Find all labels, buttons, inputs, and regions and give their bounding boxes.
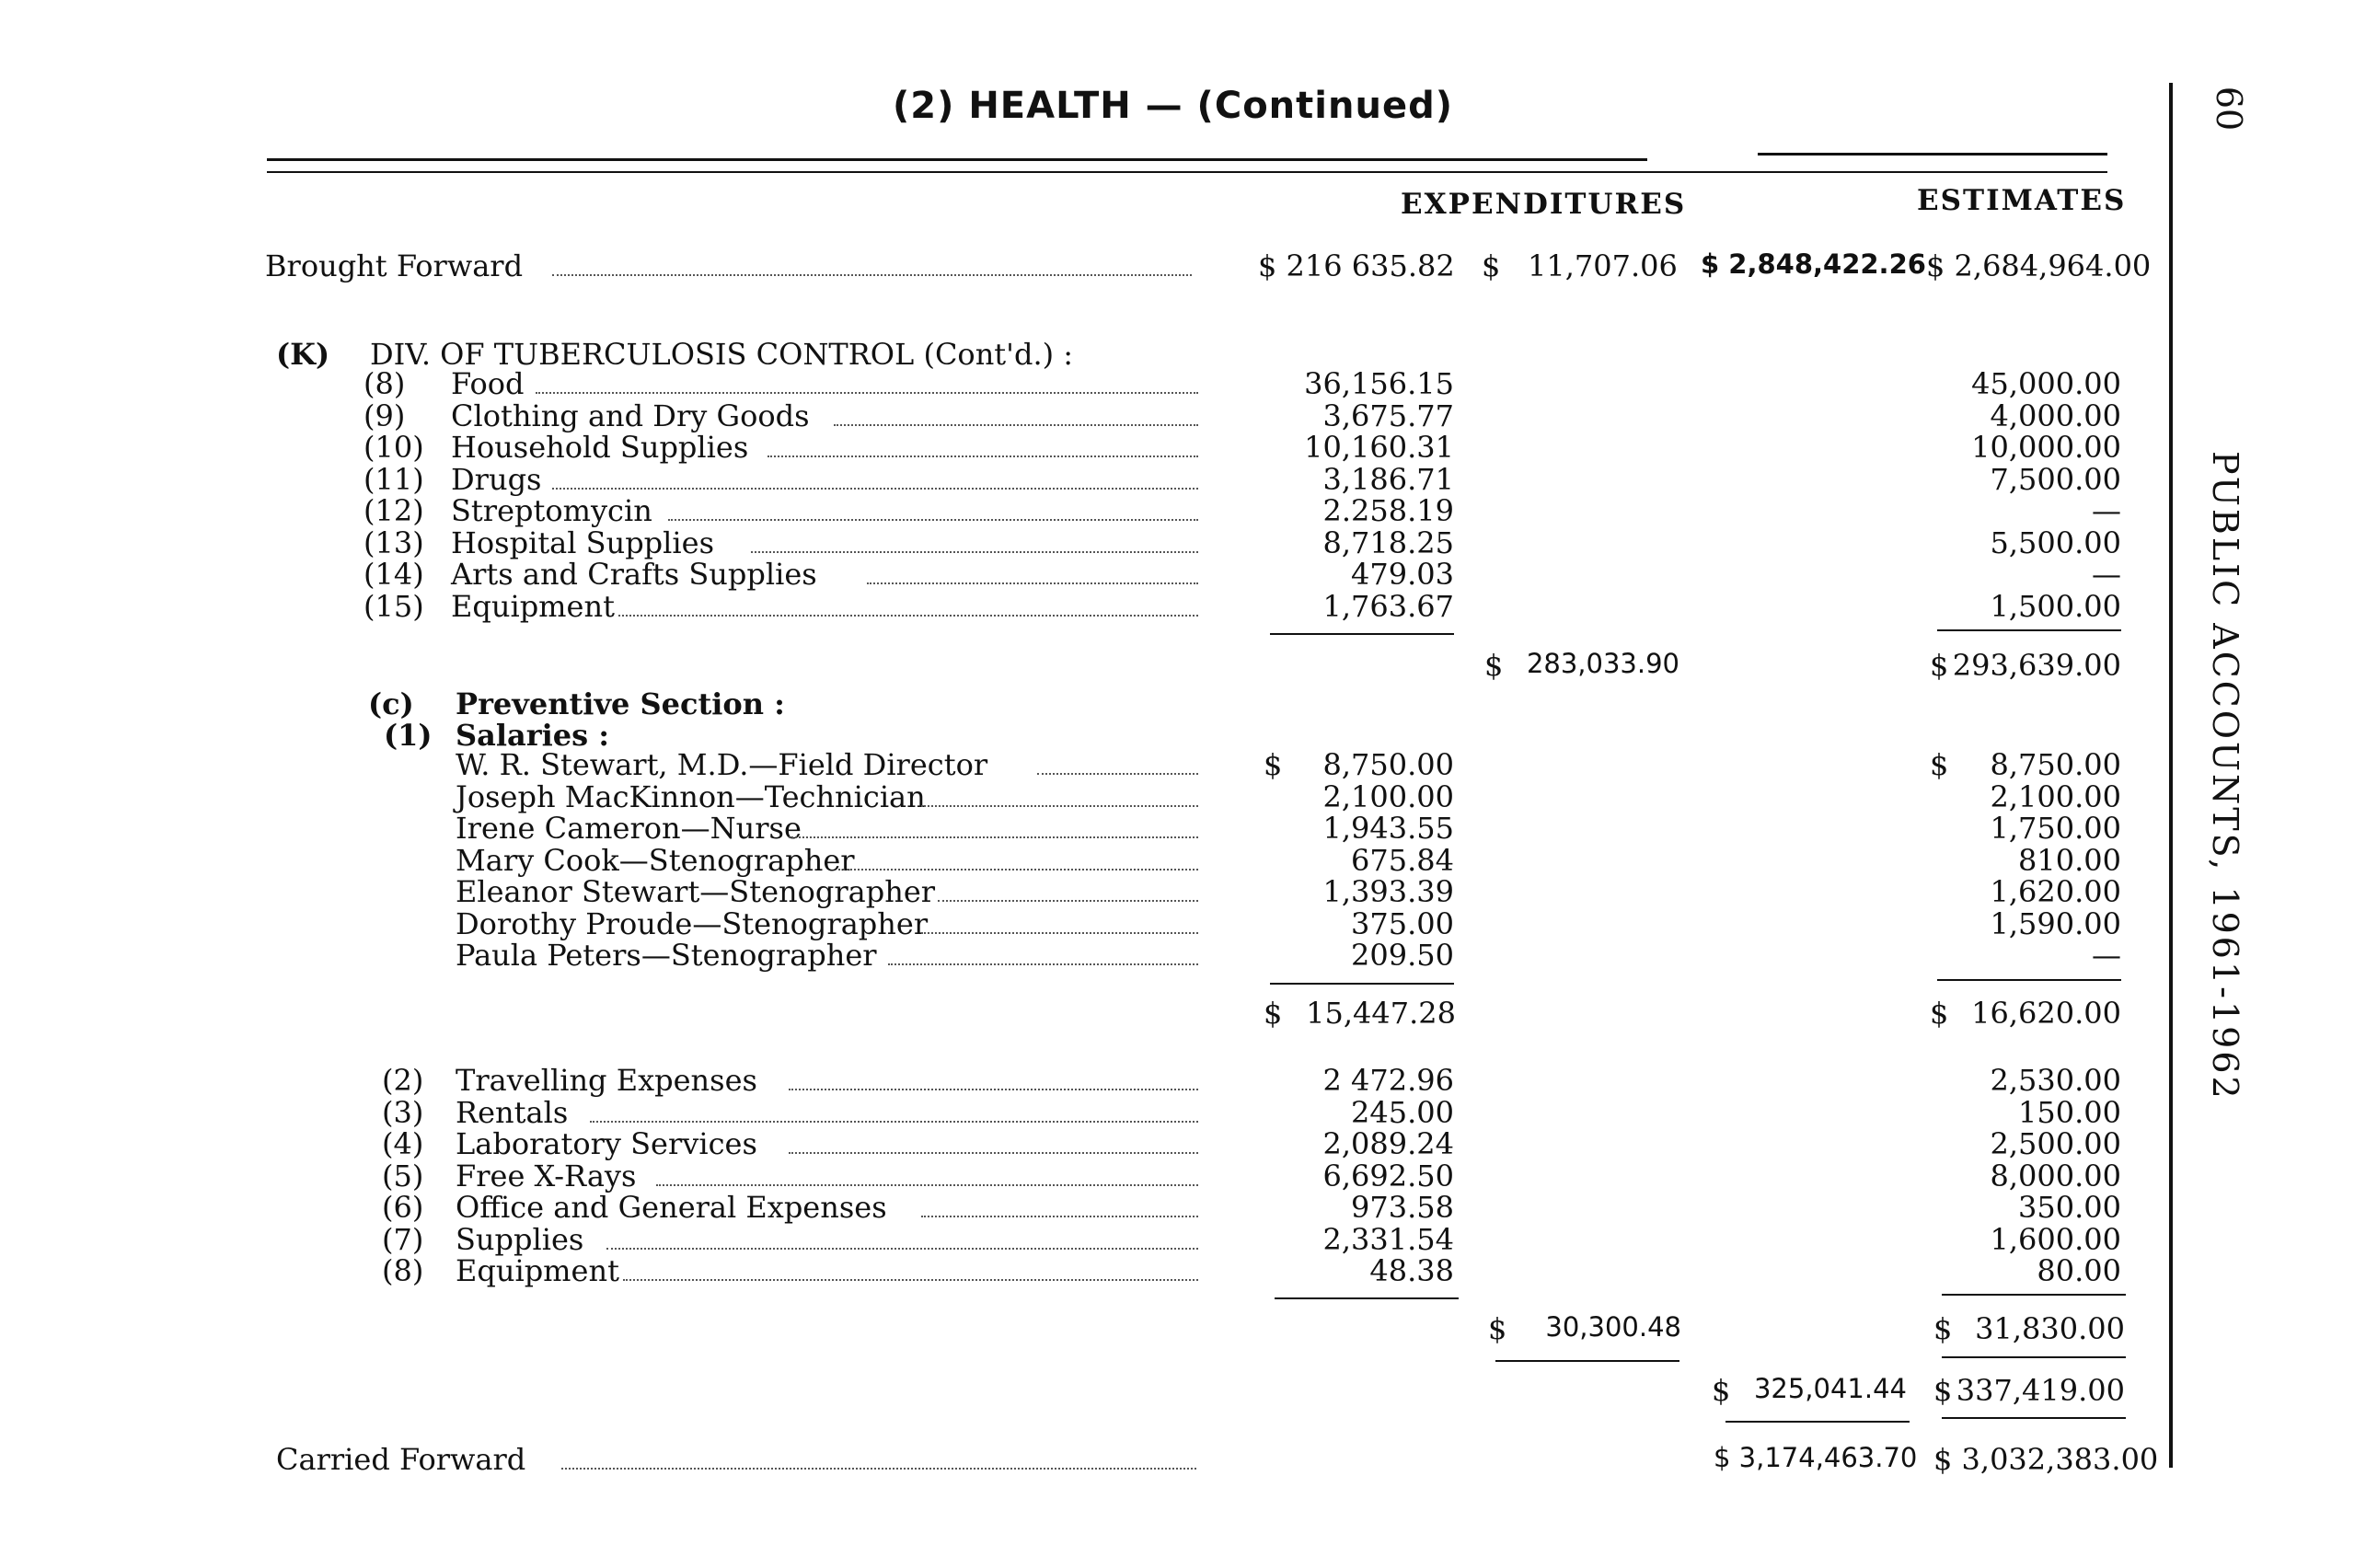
dollar-sign: $ [1933,1311,1953,1346]
estimate-value: 150.00 [2018,1094,2121,1130]
item-label: Free X-Rays [456,1158,637,1193]
item-number: (11) [364,461,424,497]
leader-dots [768,455,1198,457]
item-number: (8) [364,366,406,401]
expenditure-value: 973.58 [1351,1190,1454,1225]
estimate-value: 2,500.00 [1990,1126,2121,1161]
brought-forward-c1: $ 216 635.82 [1258,248,1455,283]
item-number: (10) [364,430,424,465]
leader-dots [838,869,1198,870]
brought-forward-label: Brought Forward [265,248,524,283]
table-row [0,843,2366,876]
side-title: PUBLIC ACCOUNTS, 1961-1962 [2205,451,2245,1101]
leader-dots [618,615,1198,617]
division-total-rule-est [1942,1417,2126,1419]
preventive-subtotal-row [0,1311,2366,1344]
leader-dots [921,932,1198,934]
estimate-value: 5,500.00 [1990,525,2121,560]
page-title: (2) HEALTH — (Continued) [893,85,1453,127]
leader-dots [789,836,1198,838]
item-number: (5) [382,1158,424,1193]
item-label: Clothing and Dry Goods [451,398,810,433]
preventive-title: Preventive Section : [456,686,785,721]
expenditure-value: 8,750.00 [1322,747,1454,782]
expenditure-value: 36,156.15 [1304,366,1454,401]
brought-forward-c2-symbol: $ [1482,248,1501,283]
expenditure-value: 375.00 [1351,905,1454,941]
salaries-rule-est [1937,979,2121,981]
item-label: Dorothy Proude—Stenographer [456,905,929,941]
estimate-value: 7,500.00 [1990,461,2121,497]
division-total-rule-exp [1725,1421,1910,1423]
leader-dots [921,1216,1198,1217]
expenditure-value: 6,692.50 [1322,1158,1454,1193]
estimate-value: 45,000.00 [1971,366,2121,401]
table-row [0,366,2366,399]
item-number: (2) [382,1063,424,1098]
expenditure-value: 3,186.71 [1322,461,1454,497]
leader-dots [938,900,1198,902]
dollar-sign: $ [1712,1373,1731,1408]
item-label: Food [451,366,525,401]
item-number: (4) [382,1126,424,1161]
expenditure-value: 209.50 [1351,938,1454,973]
estimate-value: 1,590.00 [1990,905,2121,941]
table-row [0,906,2366,940]
division-subtotal-row [0,648,2366,681]
estimate-value: 80.00 [2037,1253,2121,1288]
leader-dots [536,392,1198,394]
preventive-marker: (c) [368,686,414,721]
table-row [0,779,2366,813]
salaries-title: Salaries : [456,718,610,753]
expenditure-value: 245.00 [1351,1094,1454,1130]
item-number: (12) [364,493,424,528]
dollar-sign: $ [1930,747,1949,782]
division-total-row [0,1373,2366,1406]
salaries-number: (1) [384,718,433,753]
item-label: W. R. Stewart, M.D.—Field Director [456,747,988,782]
dollar-sign: $ [1930,648,1949,683]
item-label: Arts and Crafts Supplies [451,557,817,592]
item-label: Paula Peters—Stenographer [456,938,877,973]
expenditure-value: 675.84 [1351,842,1454,878]
expenditure-value: 48.38 [1369,1253,1454,1288]
division-total-est: 337,419.00 [1956,1373,2125,1408]
estimate-value: — [2092,938,2121,973]
leader-dots [834,424,1198,426]
expenditure-value: 2,331.54 [1322,1221,1454,1257]
item-number: (15) [364,588,424,624]
header-rule-top [267,158,1647,161]
item-label: Irene Cameron—Nurse [456,811,802,846]
table-row [0,1253,2366,1286]
brought-forward-c3: $ 2,848,422.26 [1701,248,1926,280]
table-row [0,938,2366,971]
leader-dots [921,805,1198,807]
item-number: (13) [364,525,424,560]
dollar-sign: $ [1264,996,1283,1031]
leader-dots [867,582,1198,584]
leader-dots [552,488,1198,490]
item-label: Hospital Supplies [451,525,714,560]
division-total-exp: 325,041.44 [1753,1373,1907,1404]
table-row [0,874,2366,907]
carried-forward-exp: $ 3,174,463.70 [1714,1442,1918,1473]
table-row [0,462,2366,495]
table-row [0,398,2366,432]
salaries-heading-row [0,718,2366,751]
expenditure-value: 8,718.25 [1322,525,1454,560]
preventive-subtotal-rule-est [1942,1294,2126,1296]
division-subtotal-exp: 283,033.90 [1526,648,1679,679]
estimate-value: 2,530.00 [1990,1063,2121,1098]
leader-dots [1037,773,1198,775]
leader-dots [656,1184,1198,1186]
salaries-total-est: 16,620.00 [1971,996,2121,1031]
table-row [0,1159,2366,1192]
column-header-expenditures: EXPENDITURES [1401,188,1687,221]
dollar-sign: $ [1933,1373,1953,1408]
item-number: (3) [382,1094,424,1130]
preventive-subtotal-est: 31,830.00 [1975,1311,2125,1346]
dollar-sign: $ [1264,747,1283,782]
estimate-value: 2,100.00 [1990,778,2121,814]
estimate-value: 1,600.00 [1990,1221,2121,1257]
leader-dots [606,1248,1198,1250]
item-label: Travelling Expenses [456,1063,757,1098]
item-number: (6) [382,1190,424,1225]
estimate-value: 1,620.00 [1990,874,2121,909]
estimate-value: 810.00 [2018,842,2121,878]
item-label: Laboratory Services [456,1126,757,1161]
division-subtotal-est: 293,639.00 [1952,648,2121,683]
table-row [0,589,2366,622]
table-row [0,1095,2366,1128]
estimate-value: 1,750.00 [1990,811,2121,846]
item-label: Streptomycin [451,493,652,528]
estimate-value: — [2092,493,2121,528]
item-label: Drugs [451,461,542,497]
item-label: Joseph MacKinnon—Technician [456,778,926,814]
leader-dots [623,1279,1198,1281]
preventive-subtotal-underline-exp [1495,1360,1679,1362]
expenditure-value: 479.03 [1351,557,1454,592]
brought-forward-c4: $ 2,684,964.00 [1926,248,2152,283]
header-rule-bottom [267,171,2107,173]
item-number: (7) [382,1221,424,1257]
page-number: 60 [2209,86,2250,132]
brought-forward-c2: 11,707.06 [1528,248,1678,283]
table-row [0,811,2366,844]
item-label: Mary Cook—Stenographer [456,842,855,878]
item-label: Equipment [451,588,615,624]
leader-dots [552,274,1192,276]
estimate-value: 8,000.00 [1990,1158,2121,1193]
expenditure-value: 2,089.24 [1322,1126,1454,1161]
table-row [0,430,2366,463]
item-label: Supplies [456,1221,584,1257]
dollar-sign: $ [1488,1311,1507,1346]
leader-dots [668,519,1198,521]
leader-dots [590,1121,1198,1123]
table-row [0,525,2366,559]
table-row [0,1063,2366,1096]
expenditure-value: 2 472.96 [1322,1063,1454,1098]
table-row [0,1222,2366,1255]
item-label: Rentals [456,1094,569,1130]
division-subtotal-rule-exp [1270,633,1454,635]
carried-forward-est: $ 3,032,383.00 [1933,1442,2159,1477]
table-row [0,1126,2366,1159]
item-number: (8) [382,1253,424,1288]
leader-dots [561,1468,1196,1470]
dollar-sign: $ [1930,996,1949,1031]
leader-dots [789,1089,1198,1090]
estimate-value: 1,500.00 [1990,588,2121,624]
carried-forward-row [0,1442,2366,1475]
preventive-subtotal-exp: 30,300.48 [1545,1311,1681,1343]
leader-dots [751,551,1198,553]
column-header-estimates: ESTIMATES [1917,184,2127,217]
carried-forward-label: Carried Forward [276,1442,526,1477]
division-subtotal-rule-est [1937,629,2121,631]
brought-forward-row [0,248,2366,282]
salaries-total-exp: 15,447.28 [1306,996,1456,1031]
expenditure-value: 1,943.55 [1322,811,1454,846]
expenditure-value: 2.258.19 [1322,493,1454,528]
header-rule-top-right [1758,153,2107,156]
estimate-value: 10,000.00 [1971,430,2121,465]
table-row [0,1190,2366,1223]
salaries-total-row [0,996,2366,1029]
estimate-value: 350.00 [2018,1190,2121,1225]
estimate-value: 4,000.00 [1990,398,2121,433]
expenditure-value: 3,675.77 [1322,398,1454,433]
table-row [0,493,2366,526]
estimate-value: — [2092,557,2121,592]
table-row [0,747,2366,780]
expenditure-value: 1,763.67 [1322,588,1454,624]
estimate-value: 8,750.00 [1990,747,2121,782]
item-label: Office and General Expenses [456,1190,887,1225]
table-row [0,557,2366,590]
salaries-rule-exp [1270,983,1454,985]
item-label: Household Supplies [451,430,749,465]
item-label: Eleanor Stewart—Stenographer [456,874,936,909]
expenditure-value: 10,160.31 [1304,430,1454,465]
dollar-sign: $ [1484,648,1504,683]
division-title: DIV. OF TUBERCULOSIS CONTROL (Cont'd.) : [370,337,1074,372]
preventive-subtotal-rule-exp [1275,1297,1459,1299]
preventive-heading-row [0,686,2366,720]
item-label: Equipment [456,1253,619,1288]
division-heading-row [0,337,2366,370]
leader-dots [789,1152,1198,1154]
leader-dots [888,963,1198,965]
item-number: (14) [364,557,424,592]
item-number: (9) [364,398,406,433]
expenditure-value: 1,393.39 [1322,874,1454,909]
division-marker: (K) [276,337,330,372]
preventive-subtotal-underline-est [1942,1356,2126,1358]
expenditure-value: 2,100.00 [1322,778,1454,814]
